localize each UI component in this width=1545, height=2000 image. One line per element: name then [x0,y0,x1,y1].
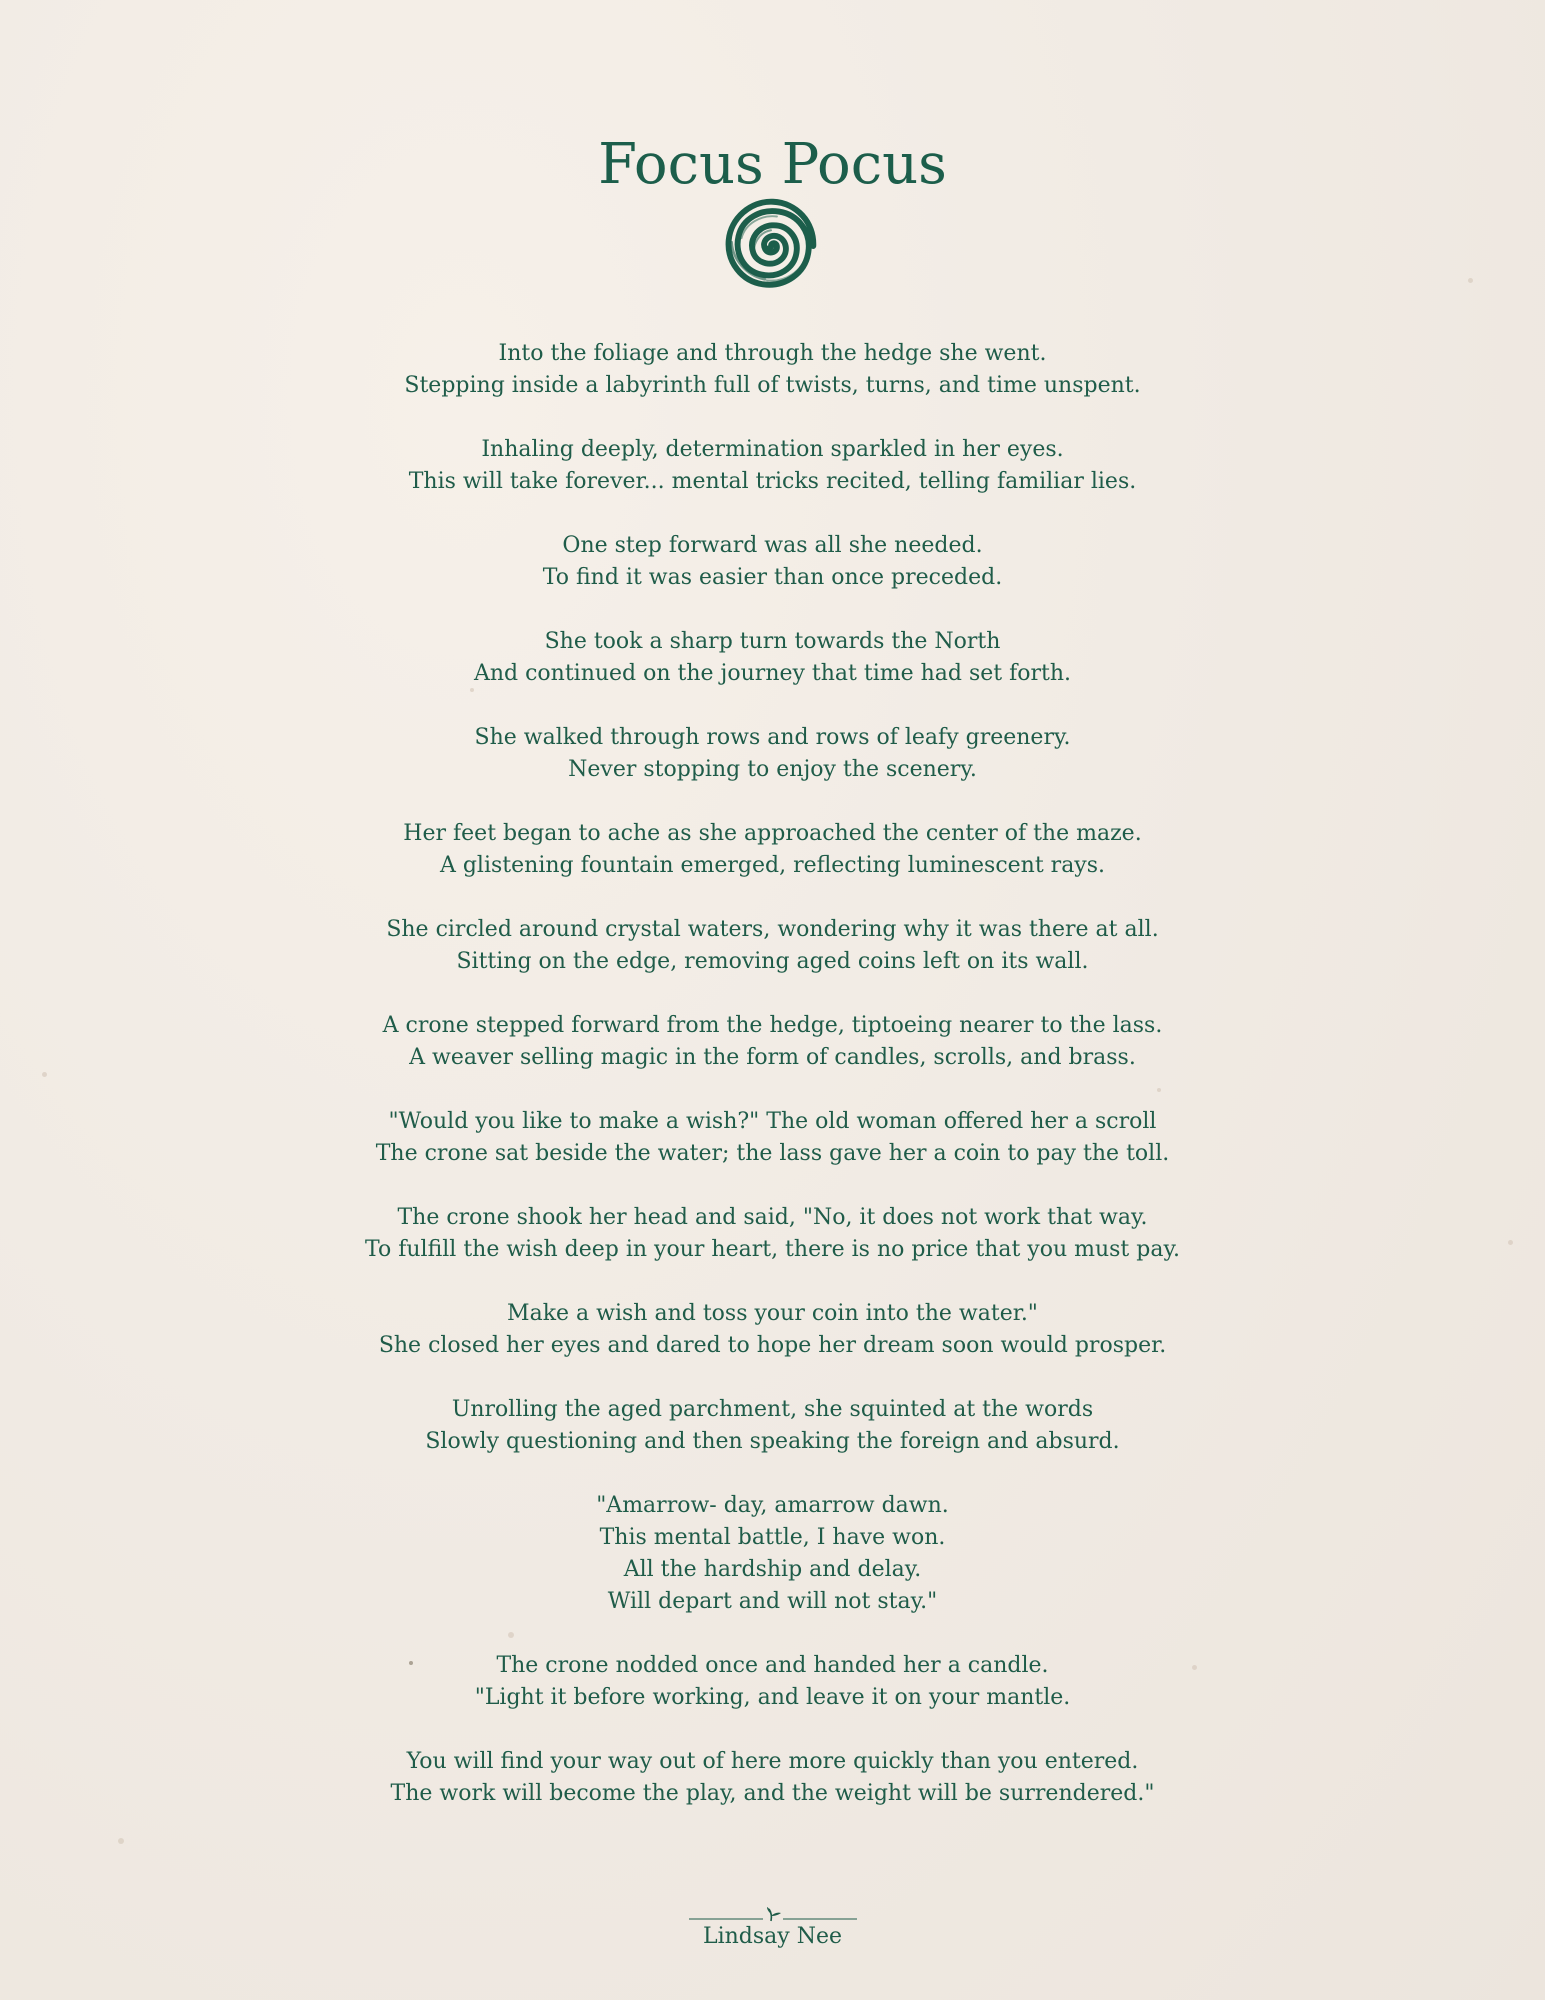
poem-line: One step forward was all she needed. [562,533,983,558]
poem-line: Sitting on the edge, removing aged coins left on its wall. [456,949,1089,974]
signature [0,1906,1545,1952]
poem-line: To fulfill the wish deep in your heart, there is no price that you must pay. [365,1237,1180,1262]
stanza [0,1746,1545,1810]
poem-line: The work will become the play, and the weight will be surrendered." [390,1781,1155,1806]
stanza [0,530,1545,594]
stanza [0,1010,1545,1074]
stanza [0,1202,1545,1266]
poem-line: A crone stepped forward from the hedge, tiptoeing nearer to the lass. [382,1013,1163,1038]
stanza [0,1106,1545,1170]
author-name: Lindsay Nee [702,1924,842,1949]
stanza [0,626,1545,690]
poem-line: A weaver selling magic in the form of candles, scrolls, and brass. [409,1045,1136,1070]
poem-line: Never stopping to enjoy the scenery. [568,757,977,782]
poem-line: Into the foliage and through the hedge she went. [498,341,1047,366]
poem-line: "Light it before working, and leave it on your mantle. [474,1685,1071,1710]
poem-body [0,338,1545,1842]
stanza [0,722,1545,786]
poem-line: To find it was easier than once preceded. [542,565,1003,590]
stanza [0,1650,1545,1714]
poem-line: A glistening fountain emerged, reflecting luminescent rays. [439,853,1106,878]
stanza [0,1490,1545,1618]
poem-line: You will find your way out of here more quickly than you entered. [406,1749,1139,1774]
stanza [0,434,1545,498]
poem-line: The crone sat beside the water; the lass gave her a coin to pay the toll. [375,1141,1170,1166]
poem-line: Unrolling the aged parchment, she squinted at the words [451,1397,1094,1422]
stanza [0,914,1545,978]
spiral-icon [712,190,830,302]
sprout-icon [683,1906,863,1922]
poem-line: This mental battle, I have won. [599,1525,946,1550]
poem-line: And continued on the journey that time had set forth. [473,661,1072,686]
poem-line: The crone nodded once and handed her a candle. [496,1653,1049,1678]
stanza [0,338,1545,402]
poem-line: She took a sharp turn towards the North [544,629,1001,654]
poem-line: "Would you like to make a wish?" The old woman offered her a scroll [388,1109,1157,1134]
poem-line: The crone shook her head and said, "No, it does not work that way. [397,1205,1148,1230]
poem-line: Will depart and will not stay." [607,1589,938,1614]
poem-line: She closed her eyes and dared to hope her dream soon would prosper. [378,1333,1167,1358]
poem-line: She circled around crystal waters, wondering why it was there at all. [386,917,1159,942]
stanza [0,1394,1545,1458]
poem-line: Stepping inside a labyrinth full of twists, turns, and time unspent. [404,373,1141,398]
stanza [0,818,1545,882]
poem-line: She walked through rows and rows of leafy greenery. [474,725,1071,750]
stanza [0,1298,1545,1362]
poem-line: Inhaling deeply, determination sparkled in her eyes. [481,437,1064,462]
poem-title: Focus Pocus [598,131,947,197]
poem-line: Slowly questioning and then speaking the foreign and absurd. [425,1429,1120,1454]
poem-line: Her feet began to ache as she approached the center of the maze. [403,821,1142,846]
poem-line: All the hardship and delay. [623,1557,922,1582]
paper-speck [1468,278,1473,283]
poem-line: Make a wish and toss your coin into the water." [507,1301,1038,1326]
poem-line: "Amarrow- day, amarrow dawn. [596,1493,949,1518]
poem-line: This will take forever... mental tricks recited, telling familiar lies. [408,469,1137,494]
